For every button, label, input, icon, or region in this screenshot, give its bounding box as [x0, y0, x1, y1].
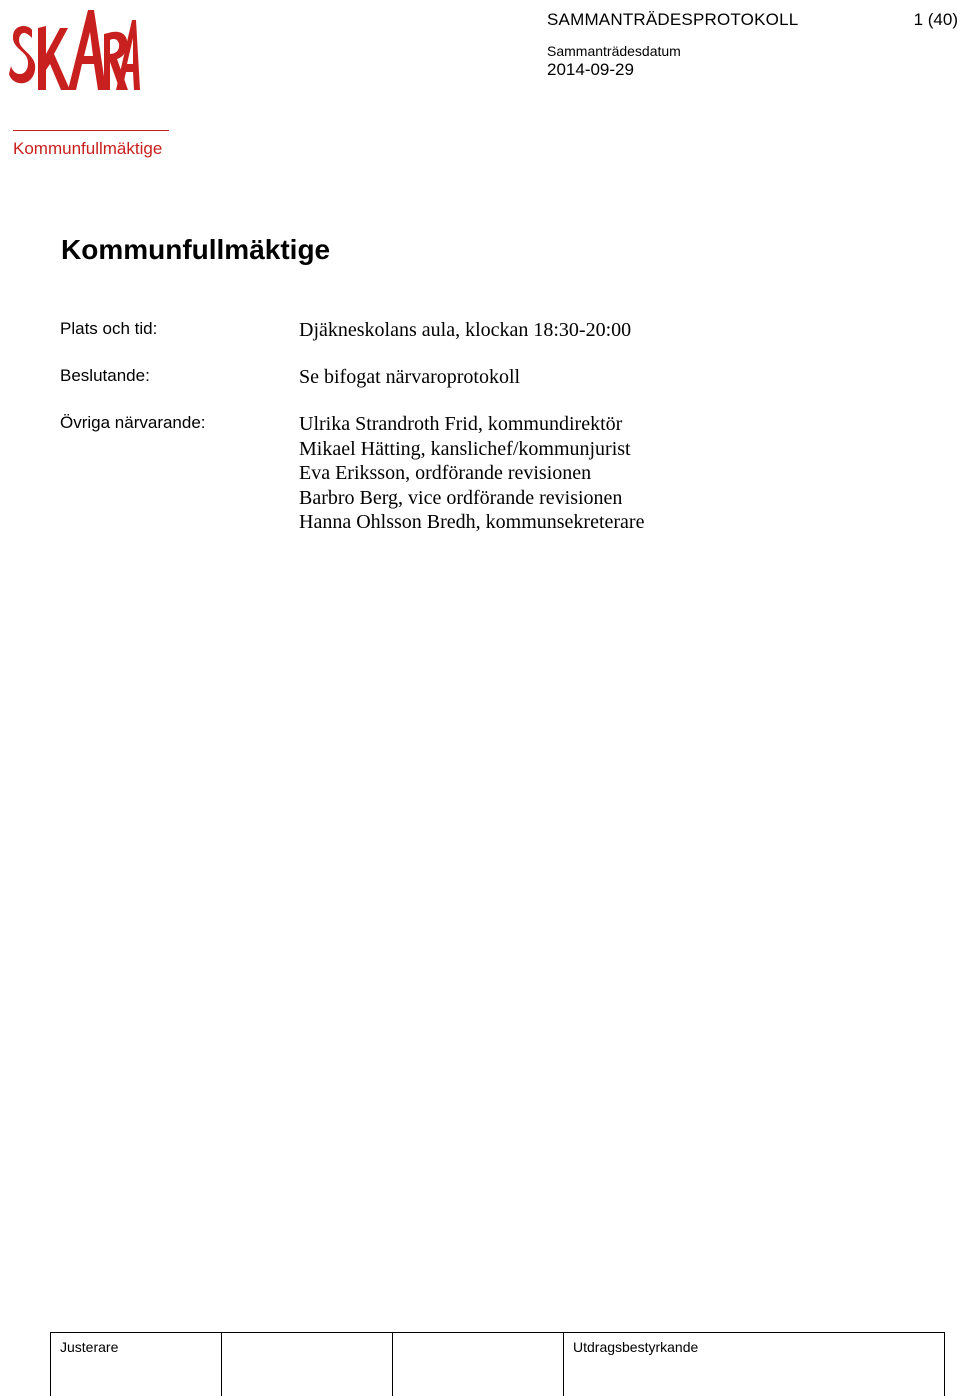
others-present-label: Övriga närvarande:: [60, 413, 206, 432]
justerare-signature-cell: [222, 1333, 393, 1396]
attendee-item: Mikael Hätting, kanslichef/kommunjurist: [299, 437, 631, 460]
utdrag-cell: [564, 1333, 945, 1396]
attendee-item: Ulrika Strandroth Frid, kommundirektör: [299, 413, 623, 435]
meeting-date-label: Sammanträdesdatum: [547, 43, 681, 59]
place-time-label: Plats och tid:: [60, 319, 158, 338]
deciding-value: Se bifogat närvaroprotokoll: [299, 366, 521, 388]
deciding-label: Beslutande:: [60, 366, 150, 385]
signature-footer: [50, 1332, 945, 1396]
document-type: SAMMANTRÄDESPROTOKOLL: [547, 10, 799, 29]
organ-divider: [13, 130, 169, 131]
meeting-date: 2014-09-29: [547, 60, 634, 79]
skara-logo: [8, 8, 140, 96]
page-indicator: 1 (40): [913, 10, 958, 29]
attendee-item: Hanna Ohlsson Bredh, kommunsekreterare: [299, 511, 645, 533]
others-present-list: [299, 412, 644, 535]
attendee-item: Eva Eriksson, ordförande revisionen: [299, 462, 592, 484]
place-time-value: Djäkneskolans aula, klockan 18:30-20:00: [299, 319, 632, 341]
justerare-signature-cell: [393, 1333, 564, 1396]
page-title: Kommunfullmäktige: [61, 234, 331, 265]
organ-name: Kommunfullmäktige: [13, 139, 163, 158]
justerare-label: Justerare: [60, 1339, 119, 1355]
utdragsbestyrkande-label: Utdragsbestyrkande: [573, 1339, 699, 1355]
justerare-cell: [51, 1333, 222, 1396]
attendee-item: Barbro Berg, vice ordförande revisionen: [299, 486, 623, 509]
